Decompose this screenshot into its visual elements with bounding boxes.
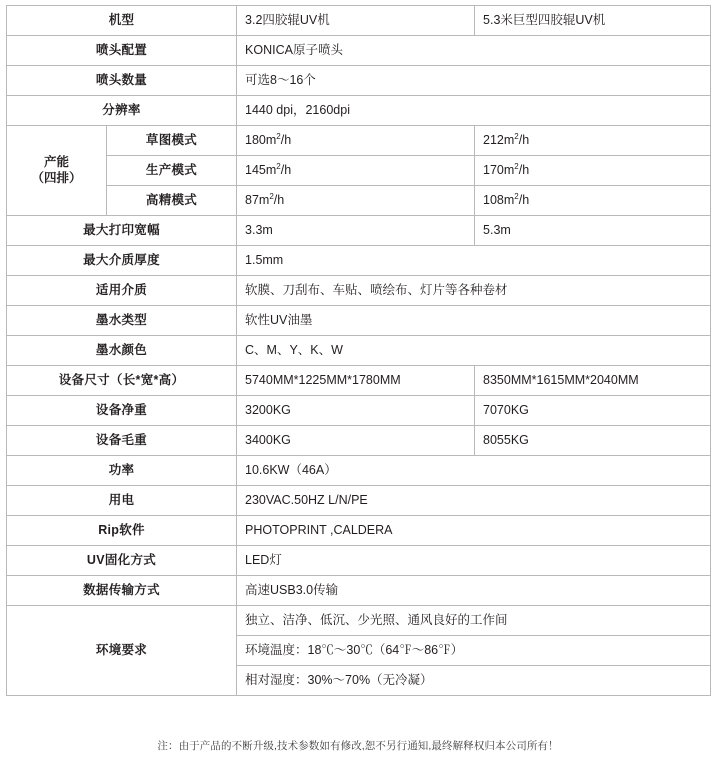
row-value-col2: 8055KG bbox=[475, 426, 711, 456]
row-value-col1: 3.3m bbox=[237, 216, 475, 246]
capacity-value-unit: m bbox=[503, 132, 515, 147]
capacity-value-col2 bbox=[475, 126, 711, 156]
table-row bbox=[7, 486, 711, 516]
capacity-value-number: 87 bbox=[245, 192, 259, 207]
row-value-span: LED灯 bbox=[237, 546, 711, 576]
table-row bbox=[7, 516, 711, 546]
table-row bbox=[7, 276, 711, 306]
table-row bbox=[7, 576, 711, 606]
capacity-mode-name: 高精模式 bbox=[107, 186, 237, 216]
row-value-span: 软膜、刀刮布、车贴、喷绘布、灯片等各种卷材 bbox=[237, 276, 711, 306]
capacity-value-unit: m bbox=[503, 162, 515, 177]
capacity-value-unit: m bbox=[503, 192, 515, 207]
row-value-span: KONICA原子喷头 bbox=[237, 36, 711, 66]
capacity-value-sup: 2 bbox=[276, 131, 281, 141]
capacity-value-col2 bbox=[475, 156, 711, 186]
capacity-value-tail: /h bbox=[280, 132, 292, 147]
table-row-capacity-hq bbox=[7, 186, 711, 216]
row-label: 设备毛重 bbox=[7, 426, 237, 456]
capacity-value-unit: m bbox=[258, 192, 270, 207]
capacity-value-col1 bbox=[237, 126, 475, 156]
row-label: 用电 bbox=[7, 486, 237, 516]
row-value-col2: 7070KG bbox=[475, 396, 711, 426]
capacity-value-number: 108 bbox=[483, 192, 504, 207]
row-label: 功率 bbox=[7, 456, 237, 486]
table-row bbox=[7, 396, 711, 426]
capacity-value-number: 212 bbox=[483, 132, 504, 147]
capacity-value-sup: 2 bbox=[276, 161, 281, 171]
table-row bbox=[7, 36, 711, 66]
row-label: 设备尺寸（长*宽*高） bbox=[7, 366, 237, 396]
row-label: 数据传输方式 bbox=[7, 576, 237, 606]
capacity-mode-name: 生产模式 bbox=[107, 156, 237, 186]
row-value-span: 1.5mm bbox=[237, 246, 711, 276]
capacity-value-unit: m bbox=[265, 162, 277, 177]
table-row-capacity-draft bbox=[7, 126, 711, 156]
row-value-span: C、M、Y、K、W bbox=[237, 336, 711, 366]
capacity-value-sup: 2 bbox=[514, 161, 519, 171]
row-label: 墨水类型 bbox=[7, 306, 237, 336]
capacity-value-tail: /h bbox=[273, 192, 285, 207]
capacity-label-line2: （四排） bbox=[31, 170, 82, 185]
capacity-value-tail: /h bbox=[280, 162, 292, 177]
capacity-mode-name: 草图模式 bbox=[107, 126, 237, 156]
table-row bbox=[7, 96, 711, 126]
table-row bbox=[7, 456, 711, 486]
capacity-value-number: 170 bbox=[483, 162, 504, 177]
specification-table bbox=[6, 5, 711, 696]
row-label: Rip软件 bbox=[7, 516, 237, 546]
row-label: 喷头数量 bbox=[7, 66, 237, 96]
row-value-span: 高速USB3.0传输 bbox=[237, 576, 711, 606]
capacity-value-tail: /h bbox=[518, 162, 530, 177]
table-row-capacity-production bbox=[7, 156, 711, 186]
environment-line: 环境温度：18℃～30℃（64℉～86℉） bbox=[237, 636, 711, 666]
capacity-value-col2 bbox=[475, 186, 711, 216]
capacity-value-tail: /h bbox=[518, 132, 530, 147]
capacity-value-tail: /h bbox=[518, 192, 530, 207]
environment-label: 环境要求 bbox=[7, 606, 237, 696]
row-label: 最大介质厚度 bbox=[7, 246, 237, 276]
capacity-value-number: 180 bbox=[245, 132, 266, 147]
table-row bbox=[7, 6, 711, 36]
table-row bbox=[7, 216, 711, 246]
row-value-span: 1440 dpi，2160dpi bbox=[237, 96, 711, 126]
row-value-span: 10.6KW（46A） bbox=[237, 456, 711, 486]
table-row bbox=[7, 426, 711, 456]
row-value-col2: 8350MM*1615MM*2040MM bbox=[475, 366, 711, 396]
table-row bbox=[7, 336, 711, 366]
row-value-col1: 3400KG bbox=[237, 426, 475, 456]
environment-line: 相对湿度：30%～70%（无冷凝） bbox=[237, 666, 711, 696]
row-value-col1: 3200KG bbox=[237, 396, 475, 426]
row-value-span: 230VAC.50HZ L/N/PE bbox=[237, 486, 711, 516]
footnote: 注：由于产品的不断升级,技术参数如有修改,恕不另行通知,最终解释权归本公司所有！ bbox=[157, 740, 559, 752]
row-value-span: PHOTOPRINT ,CALDERA bbox=[237, 516, 711, 546]
row-label: 分辨率 bbox=[7, 96, 237, 126]
row-value-span: 可选8～16个 bbox=[237, 66, 711, 96]
row-label: 最大打印宽幅 bbox=[7, 216, 237, 246]
row-label: 喷头配置 bbox=[7, 36, 237, 66]
table-row bbox=[7, 66, 711, 96]
row-label: UV固化方式 bbox=[7, 546, 237, 576]
row-value-col1: 5740MM*1225MM*1780MM bbox=[237, 366, 475, 396]
row-value-span: 软性UV油墨 bbox=[237, 306, 711, 336]
row-label: 机型 bbox=[7, 6, 237, 36]
capacity-value-number: 145 bbox=[245, 162, 266, 177]
table-row bbox=[7, 246, 711, 276]
capacity-value-col1 bbox=[237, 156, 475, 186]
row-label: 适用介质 bbox=[7, 276, 237, 306]
row-label: 墨水颜色 bbox=[7, 336, 237, 366]
capacity-value-unit: m bbox=[265, 132, 277, 147]
row-value-col2: 5.3米巨型四胶辊UV机 bbox=[475, 6, 711, 36]
spec-sheet bbox=[0, 5, 716, 759]
row-label: 设备净重 bbox=[7, 396, 237, 426]
row-value-col1: 3.2四胶辊UV机 bbox=[237, 6, 475, 36]
row-value-col2: 5.3m bbox=[475, 216, 711, 246]
capacity-label bbox=[7, 126, 107, 216]
capacity-value-sup: 2 bbox=[514, 131, 519, 141]
capacity-value-sup: 2 bbox=[269, 191, 274, 201]
table-row bbox=[7, 366, 711, 396]
table-row bbox=[7, 546, 711, 576]
capacity-label-line1: 产能 bbox=[43, 154, 69, 169]
environment-line: 独立、洁净、低沉、少光照、通风良好的工作间 bbox=[237, 606, 711, 636]
table-row-environment bbox=[7, 606, 711, 636]
capacity-value-col1 bbox=[237, 186, 475, 216]
capacity-value-sup: 2 bbox=[514, 191, 519, 201]
table-row bbox=[7, 306, 711, 336]
